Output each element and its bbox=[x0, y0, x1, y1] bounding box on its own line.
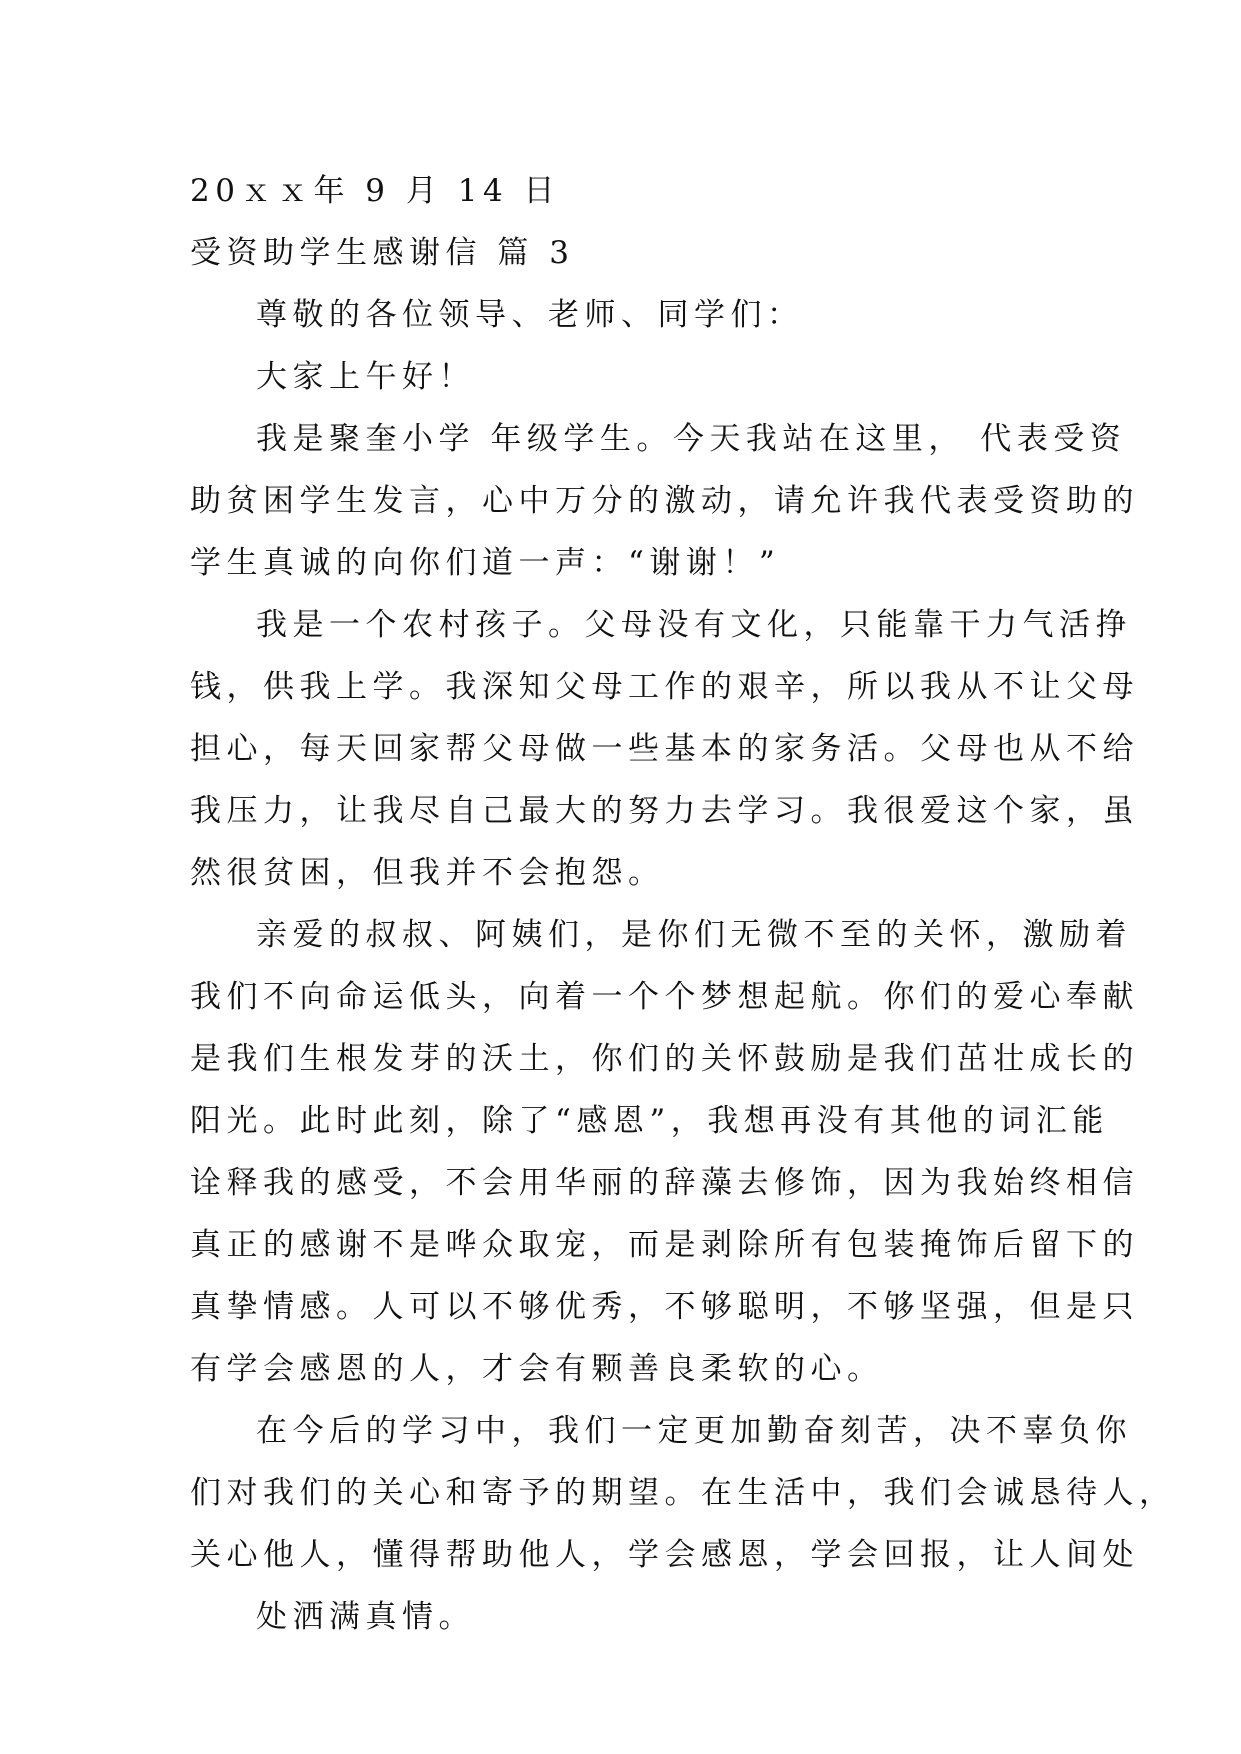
salutation: 尊敬的各位领导、老师、同学们： bbox=[256, 297, 804, 333]
paragraph-line: 关心他人，懂得帮助他人，学会感恩，学会回报，让人间处 bbox=[190, 1537, 1139, 1573]
paragraph-line: 们对我们的关心和寄予的期望。在生活中，我们会诚恳待人， bbox=[190, 1475, 1176, 1511]
paragraph-line: 在今后的学习中，我们一定更加勤奋刻苦，决不辜负你 bbox=[256, 1413, 1132, 1449]
paragraph-line: 钱，供我上学。我深知父母工作的艰辛，所以我从不让父母 bbox=[190, 669, 1139, 705]
paragraph-line: 我们不向命运低头，向着一个个梦想起航。你们的爱心奉献 bbox=[190, 979, 1139, 1015]
letter-body bbox=[190, 160, 1176, 1648]
paragraph-line: 我是一个农村孩子。父母没有文化，只能靠干力气活挣 bbox=[256, 607, 1132, 643]
paragraph-line: 担心，每天回家帮父母做一些基本的家务活。父母也从不给 bbox=[190, 731, 1139, 767]
paragraph-line: 我压力，让我尽自己最大的努力去学习。我很爱这个家，虽 bbox=[190, 793, 1139, 829]
paragraph-line: 是我们生根发芽的沃土，你们的关怀鼓励是我们茁壮成长的 bbox=[190, 1041, 1139, 1077]
paragraph-line: 我是聚奎小学 年级学生。今天我站在这里， 代表受资 bbox=[256, 421, 1127, 457]
letter-title: 受资助学生感谢信 篇 3 bbox=[190, 235, 575, 271]
paragraph-line: 真挚情感。人可以不够优秀，不够聪明，不够坚强，但是只 bbox=[190, 1289, 1139, 1325]
greeting: 大家上午好！ bbox=[256, 359, 475, 395]
paragraph-line: 助贫困学生发言，心中万分的激动，请允许我代表受资助的 bbox=[190, 483, 1139, 519]
paragraph-line: 阳光。此时此刻，除了“感恩”，我想再没有其他的词汇能 bbox=[190, 1103, 1109, 1139]
paragraph-line: 诠释我的感受，不会用华丽的辞藻去修饰，因为我始终相信 bbox=[190, 1165, 1139, 1201]
paragraph-line: 然很贫困，但我并不会抱怨。 bbox=[190, 855, 665, 891]
paragraph-line: 有学会感恩的人，才会有颗善良柔软的心。 bbox=[190, 1351, 884, 1387]
paragraph-line: 亲爱的叔叔、阿姨们，是你们无微不至的关怀，激励着 bbox=[256, 917, 1132, 953]
paragraph-line: 处洒满真情。 bbox=[256, 1599, 475, 1635]
paragraph-line: 真正的感谢不是哗众取宠，而是剥除所有包装掩饰后留下的 bbox=[190, 1227, 1139, 1263]
paragraph-line: 学生真诚的向你们道一声：“谢谢！” bbox=[190, 545, 781, 581]
letter-date: 20ｘｘ年 9 月 14 日 bbox=[190, 173, 561, 209]
